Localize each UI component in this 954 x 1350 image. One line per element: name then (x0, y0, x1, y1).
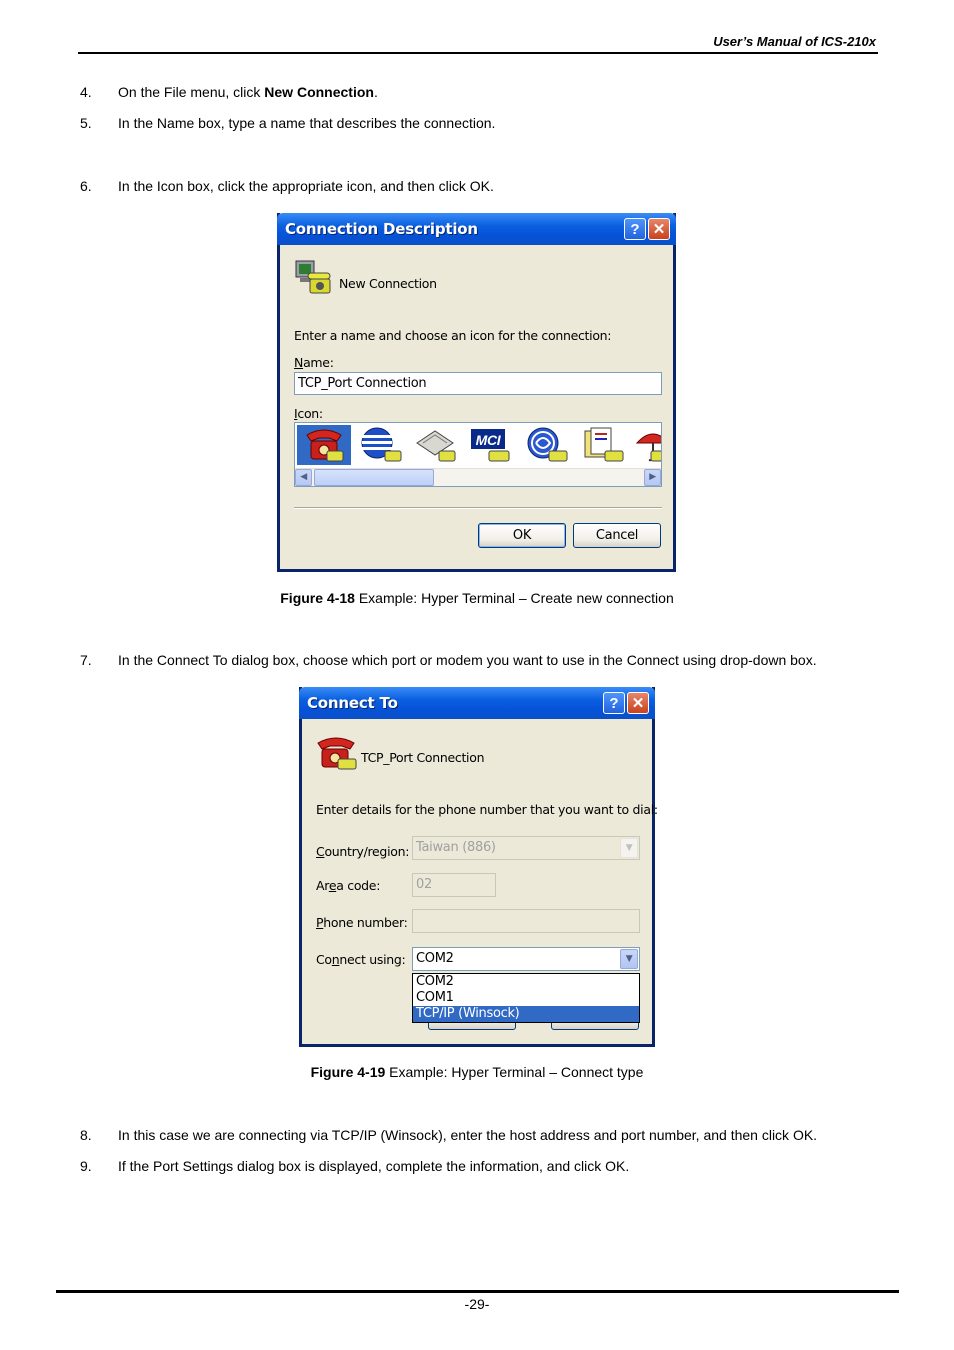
connection-description-dialog (277, 213, 676, 572)
ge-icon (521, 425, 575, 465)
step-5: 5. In the Name box, type a name that describes the connection. (80, 115, 496, 131)
help-icon[interactable]: ? (624, 218, 646, 240)
ok-button[interactable]: OK (478, 523, 566, 548)
connect-using-select[interactable]: COM2 ▼ (412, 947, 640, 971)
page-header (78, 32, 878, 54)
country-region-label: Country/region: (316, 844, 410, 859)
svg-text:MCI: MCI (475, 432, 501, 448)
dropdown-arrow-icon[interactable]: ▼ (620, 949, 638, 969)
phone-number-input[interactable] (412, 909, 640, 933)
connect-using-label: Connect using: (316, 952, 406, 967)
dialog-separator (294, 507, 662, 509)
icon-list-scrollbar[interactable] (295, 468, 661, 486)
country-region-select[interactable]: Taiwan (886) ▼ (412, 836, 640, 860)
scroll-left-icon[interactable]: ◀ (295, 469, 312, 486)
step-6: 6. In the Icon box, click the appropriate icon, and then click OK. (80, 178, 494, 194)
dialog-title-bar[interactable] (299, 687, 655, 719)
phone-icon (297, 425, 351, 465)
connection-icon (294, 259, 334, 299)
dialog-body (302, 719, 658, 1044)
figure-4-18-caption: Figure 4-18 Example: Hyper Terminal – Create new connection (280, 590, 674, 606)
icon-option-documents[interactable] (577, 425, 631, 465)
instruction-text: Enter a name and choose an icon for the connection: (294, 328, 612, 343)
menu-item-reference: New Connection (264, 84, 374, 100)
option-com1[interactable]: COM1 (416, 990, 454, 1005)
step-9: 9. If the Port Settings dialog box is displayed, complete the information, and click OK. (80, 1158, 630, 1174)
scroll-thumb[interactable] (314, 469, 434, 486)
connect-to-dialog (299, 687, 658, 1047)
icon-option-umbrella[interactable] (633, 425, 661, 465)
dialog-title: Connect To (307, 694, 398, 712)
page-footer-rule (56, 1290, 899, 1293)
name-input[interactable]: TCP_Port Connection (294, 372, 662, 395)
option-tcpip-winsock[interactable]: TCP/IP (Winsock) (413, 1006, 639, 1022)
page-number: -29- (464, 1296, 490, 1312)
dropdown-arrow-icon: ▼ (620, 838, 638, 858)
connect-using-options[interactable] (412, 973, 640, 1023)
step-7: 7. In the Connect To dialog box, choose which port or modem you want to use in the Connect using drop-down box. (80, 652, 817, 668)
close-icon[interactable]: ✕ (627, 692, 649, 714)
phone-icon (316, 733, 360, 773)
cancel-button[interactable]: Cancel (573, 523, 661, 548)
manual-title: User’s Manual of ICS-210x (713, 34, 876, 49)
name-label: Name: (294, 355, 334, 370)
fax-icon (409, 425, 463, 465)
area-code-input[interactable]: 02 (412, 873, 496, 897)
umbrella-icon (633, 425, 661, 465)
icon-option-ge[interactable] (521, 425, 575, 465)
step-8: 8. In this case we are connecting via TCP/IP (Winsock), enter the host address and port number, and then click OK. (80, 1127, 818, 1143)
mci-icon (465, 425, 519, 465)
figure-4-19-caption: Figure 4-19 Example: Hyper Terminal – Connect type (310, 1064, 644, 1080)
dialog-title: Connection Description (285, 220, 478, 238)
area-code-label: Area code: (316, 878, 381, 893)
connection-name-label: New Connection (339, 276, 437, 291)
icon-label: Icon: (294, 406, 323, 421)
connection-name-label: TCP_Port Connection (361, 750, 485, 765)
icon-option-fax[interactable] (409, 425, 463, 465)
instruction-text: Enter details for the phone number that you want to dial: (316, 802, 658, 817)
icon-list[interactable] (294, 422, 662, 487)
step-4: 4. On the File menu, click New Connection. (80, 84, 378, 100)
icon-option-mci[interactable] (465, 425, 519, 465)
phone-number-label: Phone number: (316, 915, 408, 930)
documents-icon (577, 425, 631, 465)
close-icon[interactable]: ✕ (648, 218, 670, 240)
scroll-right-icon[interactable]: ▶ (644, 469, 661, 486)
option-com2[interactable]: COM2 (416, 974, 454, 989)
icon-option-phone[interactable] (297, 425, 351, 465)
help-icon[interactable]: ? (603, 692, 625, 714)
dialog-title-bar[interactable] (277, 213, 676, 245)
icon-option-globe[interactable] (353, 425, 407, 465)
globe-icon (353, 425, 407, 465)
dialog-body (280, 245, 673, 569)
